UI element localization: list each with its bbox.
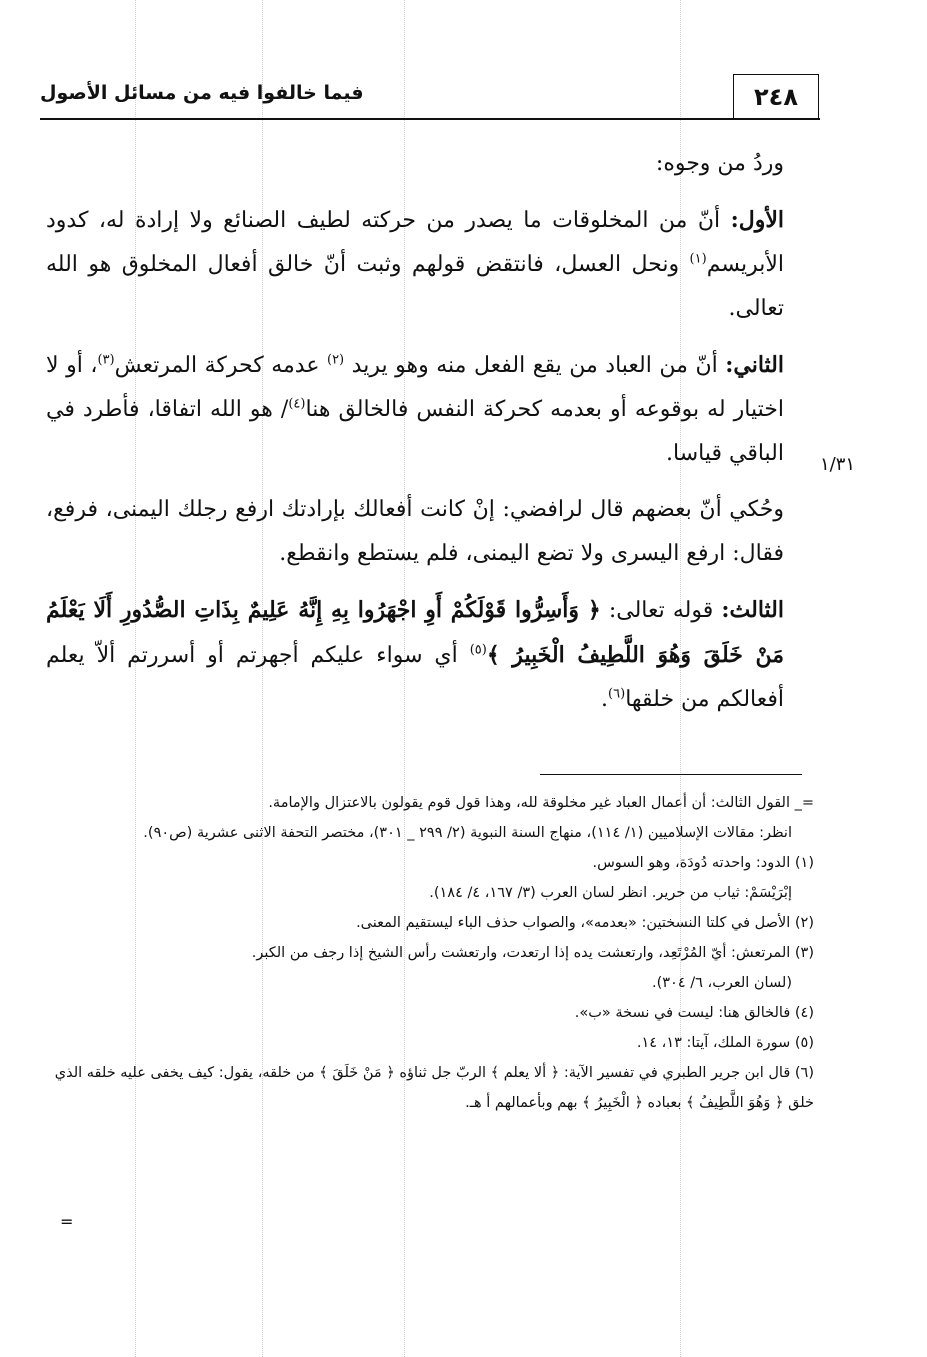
second-text-end: / هو الله اتفاقا، فأطرد في الباقي قياسا. <box>46 397 784 466</box>
paragraph-second <box>46 343 784 476</box>
anecdote-text: وحُكي أنّ بعضهم قال لرافضي: إنْ كانت أفعالك بإرادتك ارفع رجلك اليمنى، فرفع، فقال: ارفع اليسرى ولا تضع اليمنى، فلم يستطع وانقطع. <box>46 497 784 566</box>
paragraph-third <box>46 588 784 722</box>
footnote-continuation-mark: = <box>60 1212 74 1231</box>
footnote-ref-2: (٢) <box>326 352 345 368</box>
footnote-continued-refs: انظر: مقالات الإسلاميين (١/ ١١٤)، منهاج السنة النبوية (٢/ ٢٩٩ _ ٣٠١)، مختصر التحفة الاثنى عشرية (ص٩٠). <box>143 825 792 841</box>
second-text: أنّ من العباد من يقع الفعل منه وهو يريد <box>344 353 726 378</box>
footnote-2: (٢) الأصل في كلتا النسختين: «بعدمه»، والصواب حذف الباء ليستقيم المعنى. <box>356 915 814 931</box>
first-heading: الأول: <box>730 207 784 233</box>
second-heading: الثاني: <box>725 352 784 378</box>
footnote-1-cont: إبْرَيْسَمْ: ثياب من حرير. انظر لسان العرب (٣/ ١٦٧، ٤/ ١٨٤). <box>429 885 792 901</box>
header-rule <box>40 118 820 120</box>
footnote-ref-6: (٦) <box>608 686 626 702</box>
footnotes <box>46 788 814 1118</box>
footnote-3-cont: (لسان العرب، ٦/ ٣٠٤). <box>651 975 792 991</box>
second-text-cont2: ، أو لا اختيار له بوقوعه أو بعدمه كحركة النفس فالخالق هنا <box>46 353 784 422</box>
footnote-continued: =_ القول الثالث: أن أعمال العباد غير مخلوقة لله، وهذا قول قوم يقولون بالاعتزال والإمامة. <box>268 795 814 811</box>
third-heading: الثالث: <box>721 597 784 623</box>
footnote-ref-1: (١) <box>689 251 707 267</box>
paragraph-anecdote <box>46 488 784 576</box>
footnote-ref-4: (٤) <box>288 396 306 412</box>
first-text-cont: ونحل العسل، فانتقض قولهم وثبت أنّ خالق أفعال المخلوق هو الله تعالى. <box>46 252 784 321</box>
paragraph-first <box>46 198 784 331</box>
third-text: قوله تعالى: <box>600 598 722 623</box>
footnote-5: (٥) سورة الملك، آيتا: ١٣، ١٤. <box>636 1035 814 1051</box>
page-number: ٢٤٨ <box>733 74 819 118</box>
footnote-6: (٦) قال ابن جرير الطبري في تفسير الآية: ﴿ ألا يعلم ﴾ الربّ جل ثناؤه ﴿ مَنْ خَلَقَ ﴾ من خلقه، يقول: كيف يخفى عليه خلقه الذي خلق ﴿ وَهُوَ اللَّطِيفُ ﴾ بعباده ﴿ الْخَبِيرُ ﴾ بهم وبأعمالهم أ هـ. <box>54 1065 814 1111</box>
third-text-cont: أي سواء عليكم أجهرتم أو أسررتم ألاّ يعلم أفعالكم من خلقها <box>46 643 784 712</box>
first-text: أنّ من المخلوقات ما يصدر من حركته لطيف الصنائع ولا إرادة له، كدود الأبريسم <box>46 208 784 277</box>
margin-manuscript-ref: ١/٣١ <box>820 454 856 475</box>
intro-text: وردُ من وجوه: <box>655 151 784 176</box>
second-text-cont: عدمه كحركة المرتعش <box>114 353 327 378</box>
third-text-end: . <box>601 687 609 712</box>
footnote-ref-3: (٣) <box>97 352 115 368</box>
running-title: فيما خالفوا فيه من مسائل الأصول <box>40 82 364 104</box>
footnote-1: (١) الدود: واحدته دُودَة، وهو السوس. <box>592 855 814 871</box>
quran-verse: ﴿ وَأَسِرُّوا قَوْلَكُمْ أَوِ اجْهَرُوا بِهِ إِنَّهُ عَلِيمٌ بِذَاتِ الصُّدُورِ أَلَا يَعْلَمُ مَنْ خَلَقَ وَهُوَ اللَّطِيفُ الْخَبِيرُ ﴾ <box>46 597 784 668</box>
footnote-ref-5: (٥) <box>469 642 487 658</box>
footnote-4: (٤) فالخالق هنا: ليست في نسخة «ب». <box>574 1005 814 1021</box>
footnote-3: (٣) المرتعش: أيّ المُرْتَعِد، وارتعشت يده إذا ارتعدت، وارتعشت رأس الشيخ إذا رجف من الكبر. <box>251 945 814 961</box>
main-text <box>46 142 784 734</box>
paragraph-intro <box>46 142 784 186</box>
footnote-separator <box>540 774 802 775</box>
